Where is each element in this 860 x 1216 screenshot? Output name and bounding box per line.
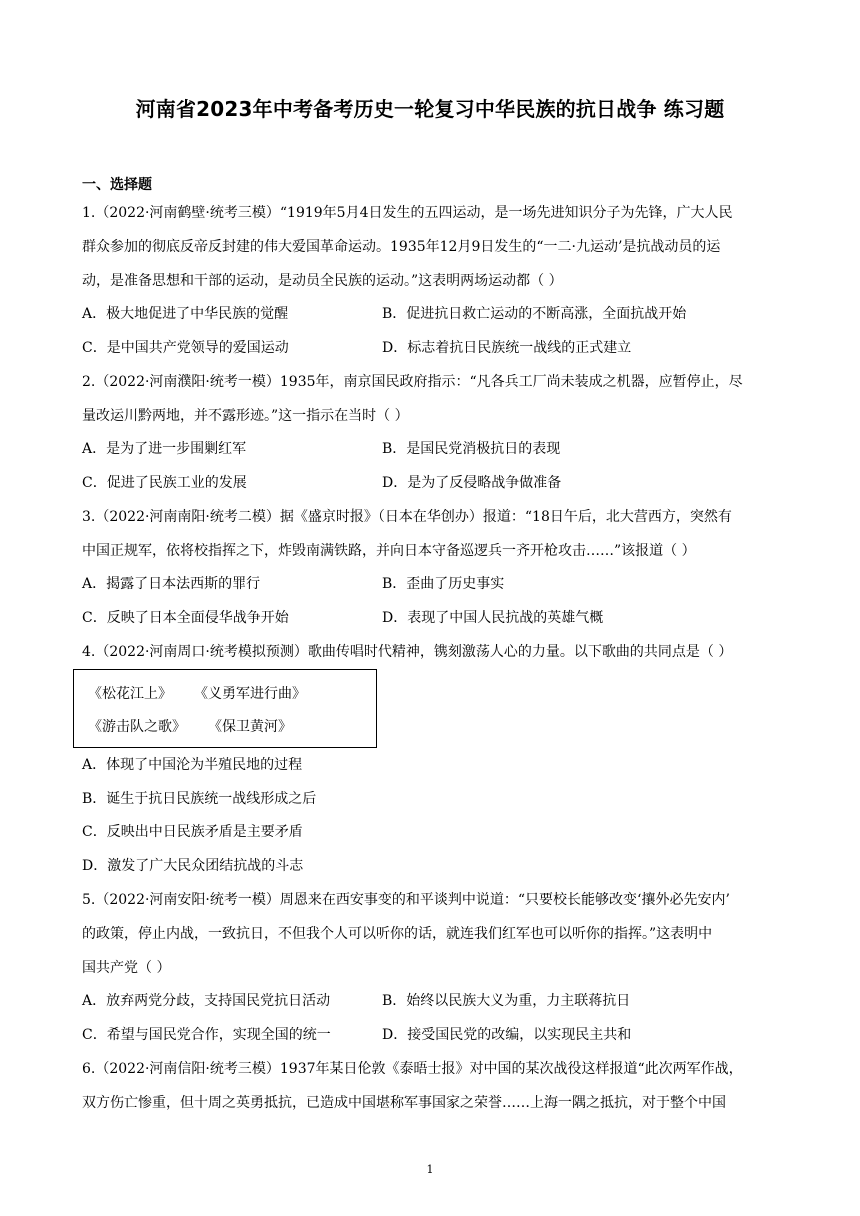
question-2-option-a: A．是为了进一步围剿红军 (82, 441, 247, 457)
question-3-option-c: C．反映了日本全面侵华战争开始 (82, 610, 289, 626)
question-1-option-d: D．标志着抗日民族统一战线的正式建立 (382, 340, 632, 356)
section-heading: 一、选择题 (82, 177, 152, 193)
page-title: 河南省2023年中考备考历史一轮复习中华民族的抗日战争 练习题 (135, 97, 725, 121)
question-3-option-a: A．揭露了日本法西斯的罪行 (82, 576, 261, 592)
song-title: 《松花江上》 (88, 686, 172, 702)
question-5-line-3: 国共产党（ ） (82, 960, 171, 976)
question-1-line-2: 群众参加的彻底反帝反封建的伟大爱国革命运动。1935年12月9日发生的“一二·九运动’是抗战动员的运 (82, 239, 721, 255)
question-3-option-b: B．歪曲了历史事实 (382, 576, 505, 592)
question-2-option-b: B．是国民党消极抗日的表现 (382, 441, 561, 457)
question-1-option-c: C．是中国共产党领导的爱国运动 (82, 340, 289, 356)
question-5-line-2: 的政策，停止内战，一致抗日，不但我个人可以听你的话，就连我们红军也可以听你的指挥。”这表明中 (82, 926, 713, 942)
song-list-box (73, 669, 377, 748)
question-3-line-2: 中国正规军，依将校指挥之下，炸毁南满铁路，并向日本守备巡逻兵一齐开枪攻击……”该报道（ ） (82, 543, 696, 559)
question-5-option-a: A．放弃两党分歧，支持国民党抗日活动 (82, 993, 331, 1009)
question-1-line-1: 1.（2022·河南鹤壁·统考三模）“1919年5月4日发生的五四运动，是一场先进知识分子为先锋，广大人民 (82, 205, 733, 221)
question-3-line-1: 3.（2022·河南南阳·统考二模）据《盛京时报》（日本在华创办）报道：“18日午后，北大营西方，突然有 (82, 509, 732, 525)
song-title: 《义勇军进行曲》 (194, 686, 306, 702)
question-2-line-2: 量改运川黔两地，并不露形迹。”这一指示在当时（ ） (82, 408, 409, 424)
question-4-option-a: A．体现了中国沦为半殖民地的过程 (82, 757, 303, 773)
question-4-option-b: B．诞生于抗日民族统一战线形成之后 (82, 791, 317, 807)
question-6-line-1: 6.（2022·河南信阳·统考三模）1937年某日伦敦《泰晤士报》对中国的某次战役这样报道“此次两军作战， (82, 1061, 743, 1077)
question-2-option-d: D．是为了反侵略战争做准备 (382, 475, 562, 491)
question-2-option-c: C．促进了民族工业的发展 (82, 475, 247, 491)
song-title: 《游击队之歌》 (88, 719, 186, 735)
song-title: 《保卫黄河》 (208, 719, 292, 735)
question-5-option-c: C．希望与国民党合作，实现全国的统一 (82, 1027, 331, 1043)
question-5-line-1: 5.（2022·河南安阳·统考一模）周恩来在西安事变的和平谈判中说道：“只要校长能够改变‘攘外必先安内’ (82, 892, 730, 908)
page-number: 1 (426, 1163, 434, 1176)
question-2-line-1: 2.（2022·河南濮阳·统考一模）1935年，南京国民政府指示：“凡各兵工厂尚未装成之机器，应暂停止，尽 (82, 374, 743, 390)
question-1-option-a: A．极大地促进了中华民族的觉醒 (82, 306, 289, 322)
question-6-line-2: 双方伤亡惨重，但十周之英勇抵抗，已造成中国堪称军事国家之荣誉……上海一隅之抵抗，对于整个中国 (82, 1095, 726, 1111)
question-5-option-b: B．始终以民族大义为重，力主联蒋抗日 (382, 993, 631, 1009)
question-4-option-c: C．反映出中日民族矛盾是主要矛盾 (82, 824, 303, 840)
question-5-option-d: D．接受国民党的改编，以实现民主共和 (382, 1027, 632, 1043)
question-4-option-d: D．激发了广大民众团结抗战的斗志 (82, 858, 304, 874)
question-4-line-1: 4.（2022·河南周口·统考模拟预测）歌曲传唱时代精神，镌刻激荡人心的力量。以下歌曲的共同点是（ ） (82, 644, 733, 660)
question-1-line-3: 动，是准备思想和干部的运动，是动员全民族的运动。”这表明两场运动都（ ） (82, 273, 563, 289)
question-3-option-d: D．表现了中国人民抗战的英雄气概 (382, 610, 604, 626)
question-1-option-b: B．促进抗日救亡运动的不断高涨，全面抗战开始 (382, 306, 687, 322)
